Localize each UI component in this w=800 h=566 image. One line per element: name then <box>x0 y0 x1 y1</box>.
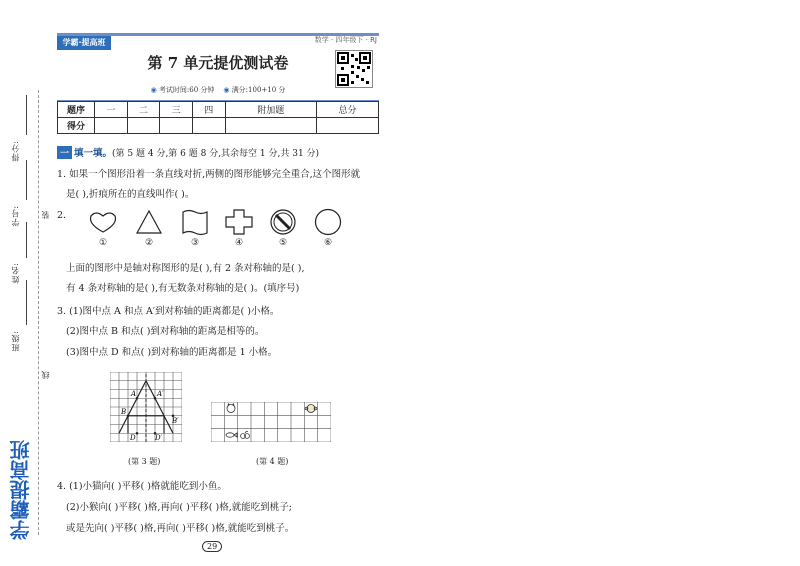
shape-number: ③ <box>190 238 200 248</box>
score-cell[interactable] <box>95 118 128 134</box>
q1-line1: 1. 如果一个图形沿着一条直线对折,两侧的图形能够完全重合,这个图形就 <box>57 169 361 180</box>
score-label: 得分: <box>11 140 20 162</box>
shape-number: ④ <box>234 238 244 248</box>
id-label: 学号: <box>11 205 20 227</box>
name-blank <box>26 222 27 258</box>
q4-line2: (2)小猴向( )平移( )格,再向( )平移( )格,就能吃到桃子; <box>66 502 292 513</box>
table-row <box>58 102 379 118</box>
brand-text: 学霸提高班 <box>9 440 33 540</box>
table-cell: 三 <box>160 102 193 118</box>
section-badge: 一 <box>57 146 72 159</box>
section-title: 填一填。 <box>74 148 113 159</box>
peaches-icon <box>241 431 250 438</box>
table-cell: 四 <box>192 102 225 118</box>
q1-line2: 是( ),折痕所在的直线叫作( )。 <box>66 189 195 200</box>
table-cell: 得分 <box>58 118 95 134</box>
section-heading <box>57 145 319 159</box>
shape-number: ⑤ <box>278 238 288 248</box>
table-cell: 一 <box>95 102 128 118</box>
q3-caption: (第 3 题) <box>128 457 161 466</box>
point-label: A′ <box>157 390 164 398</box>
point-label: D′ <box>155 434 163 442</box>
q4-line1: 4. (1)小猫向( )平移( )格就能吃到小鱼。 <box>57 481 227 492</box>
page-number: 29 <box>202 541 222 552</box>
class-label: 班级: <box>11 330 20 352</box>
q4-line3: 或是先向( )平移( )格,再向( )平移( )格,就能吃到桃子。 <box>66 523 295 534</box>
q2-line1: 上面的图形中是轴对称图形的是( ),有 2 条对称轴的是( ), <box>66 263 305 274</box>
id-blank <box>26 160 27 200</box>
fish-icon <box>226 433 237 437</box>
score-cell[interactable] <box>160 118 193 134</box>
class-blank <box>26 280 27 325</box>
score-icon: ◉ <box>223 86 230 94</box>
shape-number: ② <box>144 238 154 248</box>
subject-label: 数学 · 四年级下 · RJ <box>314 36 377 44</box>
exam-meta <box>57 85 379 95</box>
triangle-shape-icon <box>134 208 164 236</box>
score-table <box>57 101 379 134</box>
qr-code-icon <box>335 50 373 88</box>
no-sign-shape-icon <box>268 208 298 236</box>
heart-shape-icon <box>88 208 118 236</box>
score-cell[interactable] <box>192 118 225 134</box>
table-cell: 总分 <box>316 102 378 118</box>
q3-line1: 3. (1)图中点 A 和点 A′到对称轴的距离都是( )小格。 <box>57 306 280 317</box>
page-title: 第 7 单元提优测试卷 <box>147 54 289 72</box>
q2-label: 2. <box>57 210 67 221</box>
shape-number: ⑥ <box>323 238 333 248</box>
cut-mark-1: 装 <box>41 210 50 219</box>
brand-tag: 学霸·提高班 <box>57 36 111 50</box>
q4-grid-figure <box>211 402 331 442</box>
point-label: B′ <box>172 417 179 425</box>
name-label: 姓名: <box>11 262 20 284</box>
flag-shape-icon <box>180 208 210 236</box>
monkey-icon <box>305 405 317 413</box>
table-cell: 题序 <box>58 102 95 118</box>
brand-logo-vertical <box>4 430 38 550</box>
page-header <box>57 33 379 101</box>
exam-score: 满分:100+10 分 <box>231 86 286 94</box>
cross-shape-icon <box>224 208 254 236</box>
q2-line2: 有 4 条对称轴的是( ),有无数条对称轴的是( )。(填序号) <box>66 283 300 294</box>
q3-line2: (2)图中点 B 和点( )到对称轴的距离是相等的。 <box>66 326 265 337</box>
cat-icon <box>227 403 235 413</box>
point-label: B <box>121 408 127 416</box>
score-blank <box>26 95 27 135</box>
clock-icon: ◉ <box>150 86 157 94</box>
point-label: D <box>130 434 136 442</box>
q3-line3: (3)图中点 D 和点( )到对称轴的距离都是 1 小格。 <box>66 347 278 358</box>
point-label: A <box>131 390 137 398</box>
section-note: (第 5 题 4 分,第 6 题 8 分,其余每空 1 分,共 31 分) <box>112 149 320 159</box>
shape-number: ① <box>98 238 108 248</box>
table-cell: 二 <box>127 102 160 118</box>
exam-time: 考试时间:60 分钟 <box>158 86 215 94</box>
binding-cut-line <box>38 90 39 535</box>
score-cell[interactable] <box>127 118 160 134</box>
table-row <box>58 118 379 134</box>
score-cell[interactable] <box>316 118 378 134</box>
table-cell: 附加题 <box>225 102 316 118</box>
circle-shape-icon <box>313 208 343 236</box>
q4-caption: (第 4 题) <box>256 457 289 466</box>
q3-grid-figure <box>110 372 182 442</box>
score-cell[interactable] <box>225 118 316 134</box>
cut-mark-2: 线 <box>41 370 50 379</box>
